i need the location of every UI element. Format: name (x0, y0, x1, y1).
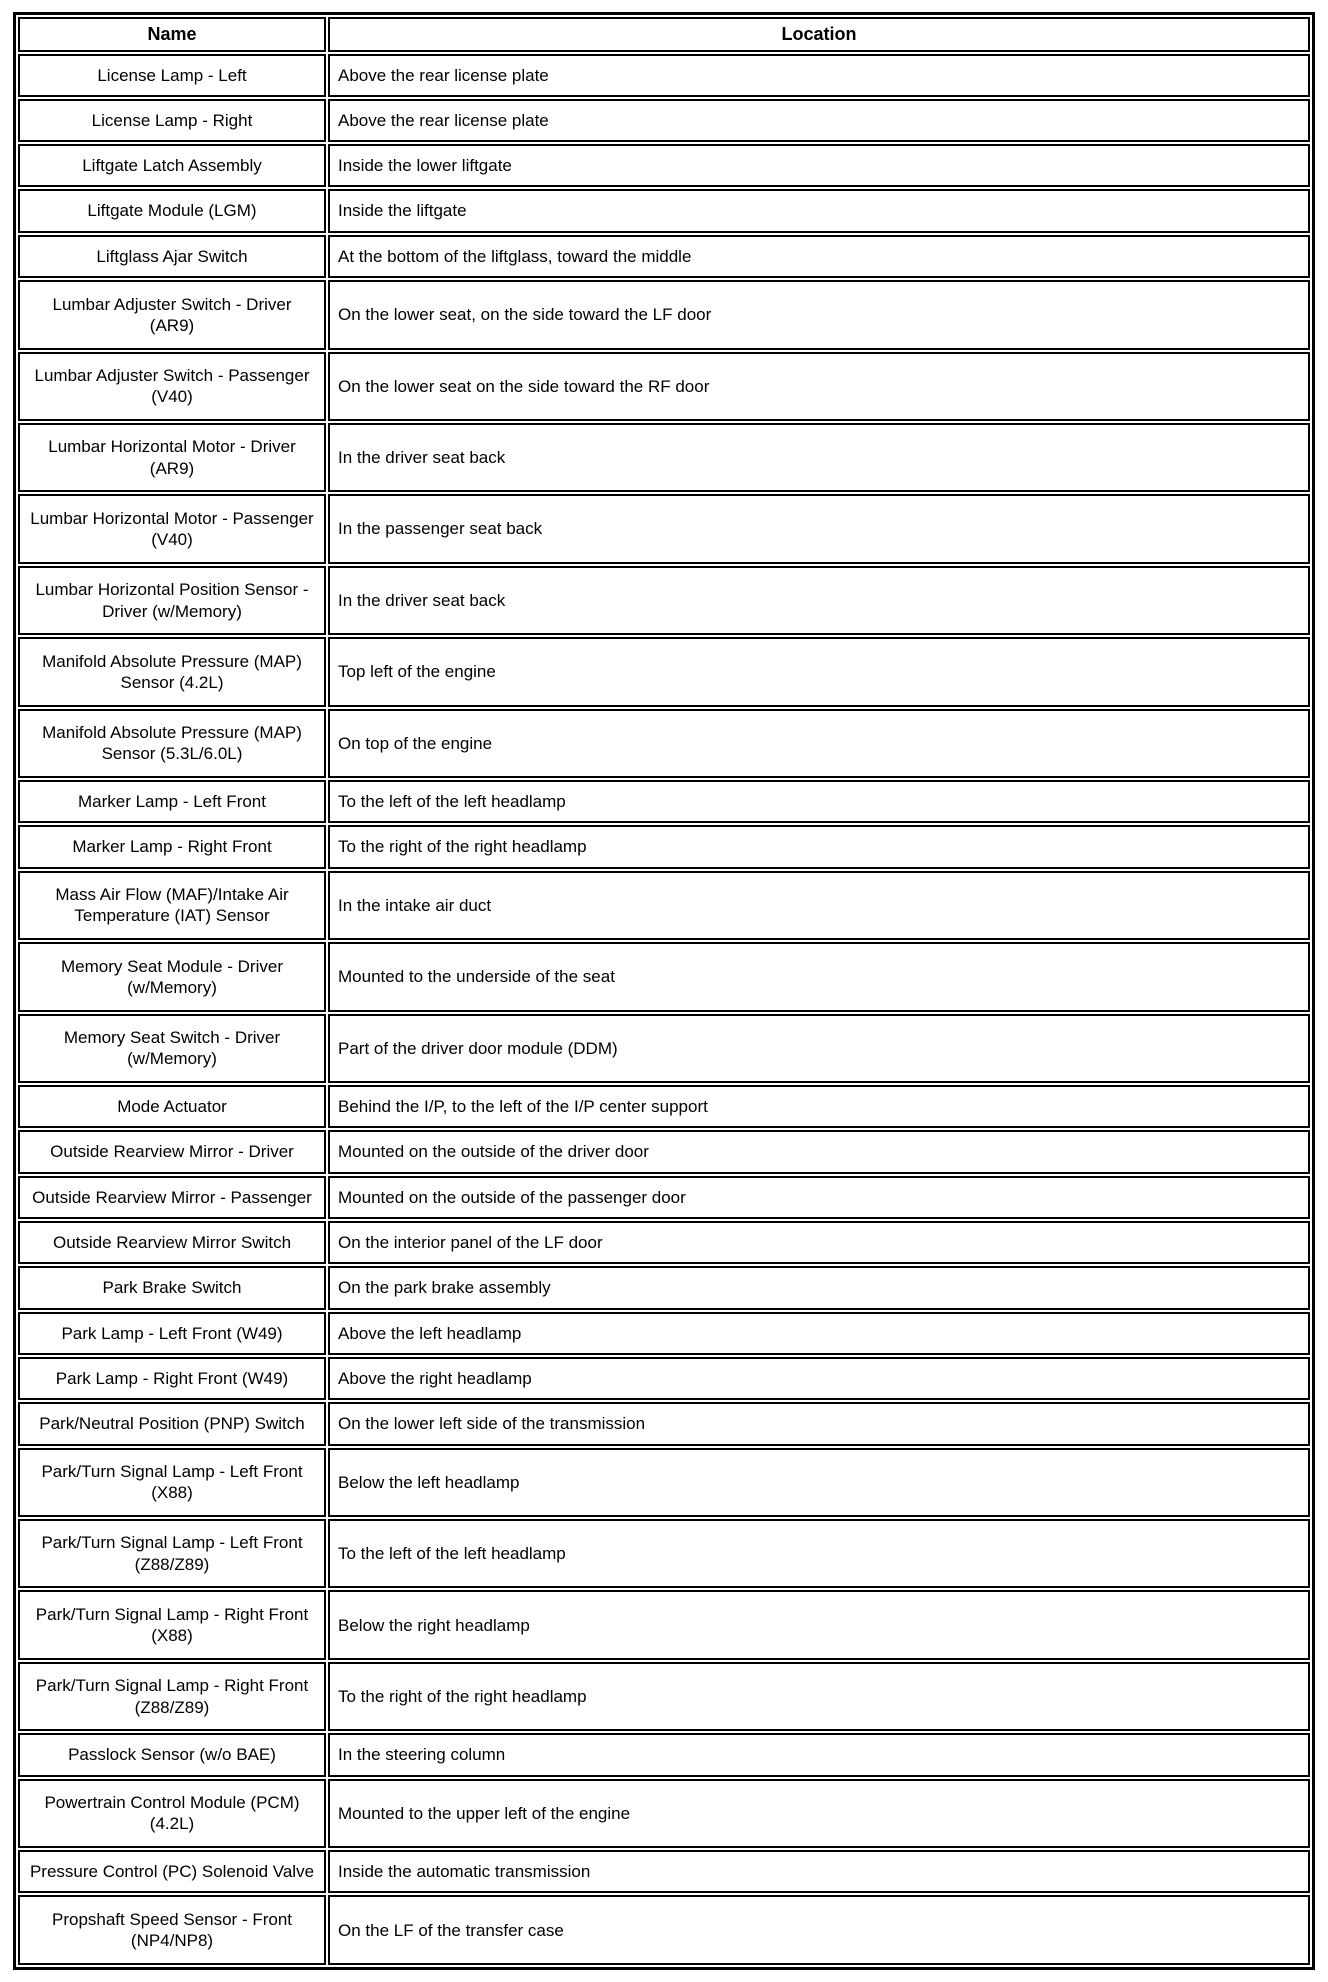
table-row (18, 637, 1310, 706)
table-row (18, 1130, 1310, 1173)
table-row (18, 189, 1310, 232)
table-row (18, 1221, 1310, 1264)
component-location-cell: Mounted to the upper left of the engine (328, 1779, 1310, 1848)
component-name-cell: Mass Air Flow (MAF)/Intake Air Temperature (IAT) Sensor (18, 871, 326, 940)
component-location-cell: Below the right headlamp (328, 1590, 1310, 1659)
table-row (18, 871, 1310, 940)
component-name-cell: Outside Rearview Mirror Switch (18, 1221, 326, 1264)
component-name-cell: Marker Lamp - Right Front (18, 825, 326, 868)
component-name-cell: Lumbar Adjuster Switch - Passenger (V40) (18, 352, 326, 421)
component-location-cell: Above the rear license plate (328, 54, 1310, 97)
table-row (18, 942, 1310, 1011)
component-name-cell: Liftglass Ajar Switch (18, 235, 326, 278)
table-row (18, 1895, 1310, 1965)
table-header (18, 17, 1310, 52)
component-name-cell: Park Brake Switch (18, 1266, 326, 1309)
header-row (18, 17, 1310, 52)
component-name-cell: Memory Seat Switch - Driver (w/Memory) (18, 1014, 326, 1083)
component-name-cell: Lumbar Adjuster Switch - Driver (AR9) (18, 280, 326, 349)
component-location-cell: Inside the lower liftgate (328, 144, 1310, 187)
component-location-cell: Part of the driver door module (DDM) (328, 1014, 1310, 1083)
component-location-cell: Above the rear license plate (328, 99, 1310, 142)
component-location-cell: In the driver seat back (328, 566, 1310, 635)
component-location-cell: At the bottom of the liftglass, toward the middle (328, 235, 1310, 278)
component-name-cell: Park/Neutral Position (PNP) Switch (18, 1402, 326, 1445)
component-location-cell: In the intake air duct (328, 871, 1310, 940)
component-location-cell: Inside the automatic transmission (328, 1850, 1310, 1893)
component-name-cell: Park/Turn Signal Lamp - Right Front (Z88/Z89) (18, 1662, 326, 1731)
component-location-cell: Top left of the engine (328, 637, 1310, 706)
component-location-table (13, 12, 1315, 1970)
component-name-cell: License Lamp - Left (18, 54, 326, 97)
table-row (18, 352, 1310, 421)
component-location-cell: Inside the liftgate (328, 189, 1310, 232)
component-name-cell: Park Lamp - Left Front (W49) (18, 1312, 326, 1355)
table-row (18, 1733, 1310, 1776)
component-location-cell: Mounted on the outside of the driver door (328, 1130, 1310, 1173)
component-location-cell: Above the right headlamp (328, 1357, 1310, 1400)
component-name-cell: Passlock Sensor (w/o BAE) (18, 1733, 326, 1776)
component-name-cell: Outside Rearview Mirror - Passenger (18, 1176, 326, 1219)
table-row (18, 144, 1310, 187)
component-name-cell: Manifold Absolute Pressure (MAP) Sensor (5.3L/6.0L) (18, 709, 326, 778)
component-location-cell: To the left of the left headlamp (328, 1519, 1310, 1588)
component-location-cell: Below the left headlamp (328, 1448, 1310, 1517)
component-name-cell: Outside Rearview Mirror - Driver (18, 1130, 326, 1173)
component-location-cell: On the lower seat on the side toward the RF door (328, 352, 1310, 421)
component-name-cell: Pressure Control (PC) Solenoid Valve (18, 1850, 326, 1893)
component-name-cell: Propshaft Speed Sensor - Front (NP4/NP8) (18, 1895, 326, 1965)
component-name-cell: Liftgate Latch Assembly (18, 144, 326, 187)
component-name-cell: Powertrain Control Module (PCM) (4.2L) (18, 1779, 326, 1848)
table-row (18, 54, 1310, 97)
table-row (18, 1085, 1310, 1128)
component-location-cell: Behind the I/P, to the left of the I/P center support (328, 1085, 1310, 1128)
table-row (18, 1590, 1310, 1659)
table-row (18, 825, 1310, 868)
component-name-cell: Liftgate Module (LGM) (18, 189, 326, 232)
table-row (18, 566, 1310, 635)
component-location-cell: To the right of the right headlamp (328, 825, 1310, 868)
table-row (18, 423, 1310, 492)
table-row (18, 780, 1310, 823)
component-location-cell: On the LF of the transfer case (328, 1895, 1310, 1965)
component-name-cell: Park/Turn Signal Lamp - Left Front (X88) (18, 1448, 326, 1517)
component-name-cell: Lumbar Horizontal Motor - Passenger (V40) (18, 494, 326, 563)
table-row (18, 1779, 1310, 1848)
component-name-cell: Park/Turn Signal Lamp - Right Front (X88) (18, 1590, 326, 1659)
component-name-cell: Mode Actuator (18, 1085, 326, 1128)
table-row (18, 1402, 1310, 1445)
table-row (18, 1266, 1310, 1309)
column-header-location: Location (328, 17, 1310, 52)
component-location-cell: To the left of the left headlamp (328, 780, 1310, 823)
component-location-cell: In the driver seat back (328, 423, 1310, 492)
component-name-cell: Lumbar Horizontal Position Sensor - Driver (w/Memory) (18, 566, 326, 635)
table-row (18, 494, 1310, 563)
table-body (18, 54, 1310, 1966)
component-location-cell: To the right of the right headlamp (328, 1662, 1310, 1731)
component-name-cell: Lumbar Horizontal Motor - Driver (AR9) (18, 423, 326, 492)
table-row (18, 235, 1310, 278)
table-row (18, 709, 1310, 778)
table-row (18, 1014, 1310, 1083)
table-row (18, 1448, 1310, 1517)
component-name-cell: Park/Turn Signal Lamp - Left Front (Z88/Z89) (18, 1519, 326, 1588)
table-row (18, 1519, 1310, 1588)
component-name-cell: Memory Seat Module - Driver (w/Memory) (18, 942, 326, 1011)
component-name-cell: Marker Lamp - Left Front (18, 780, 326, 823)
table-row (18, 1312, 1310, 1355)
component-location-cell: In the steering column (328, 1733, 1310, 1776)
component-location-cell: Above the left headlamp (328, 1312, 1310, 1355)
component-location-cell: On the interior panel of the LF door (328, 1221, 1310, 1264)
component-location-cell: Mounted to the underside of the seat (328, 942, 1310, 1011)
component-name-cell: Manifold Absolute Pressure (MAP) Sensor (4.2L) (18, 637, 326, 706)
component-location-cell: On the lower seat, on the side toward the LF door (328, 280, 1310, 349)
table-row (18, 280, 1310, 349)
component-location-cell: In the passenger seat back (328, 494, 1310, 563)
component-location-cell: On the park brake assembly (328, 1266, 1310, 1309)
component-name-cell: License Lamp - Right (18, 99, 326, 142)
table-row (18, 1662, 1310, 1731)
table-row (18, 1176, 1310, 1219)
table-row (18, 99, 1310, 142)
column-header-name: Name (18, 17, 326, 52)
component-location-cell: Mounted on the outside of the passenger door (328, 1176, 1310, 1219)
component-location-cell: On top of the engine (328, 709, 1310, 778)
table-row (18, 1850, 1310, 1893)
component-location-cell: On the lower left side of the transmission (328, 1402, 1310, 1445)
component-name-cell: Park Lamp - Right Front (W49) (18, 1357, 326, 1400)
table-row (18, 1357, 1310, 1400)
